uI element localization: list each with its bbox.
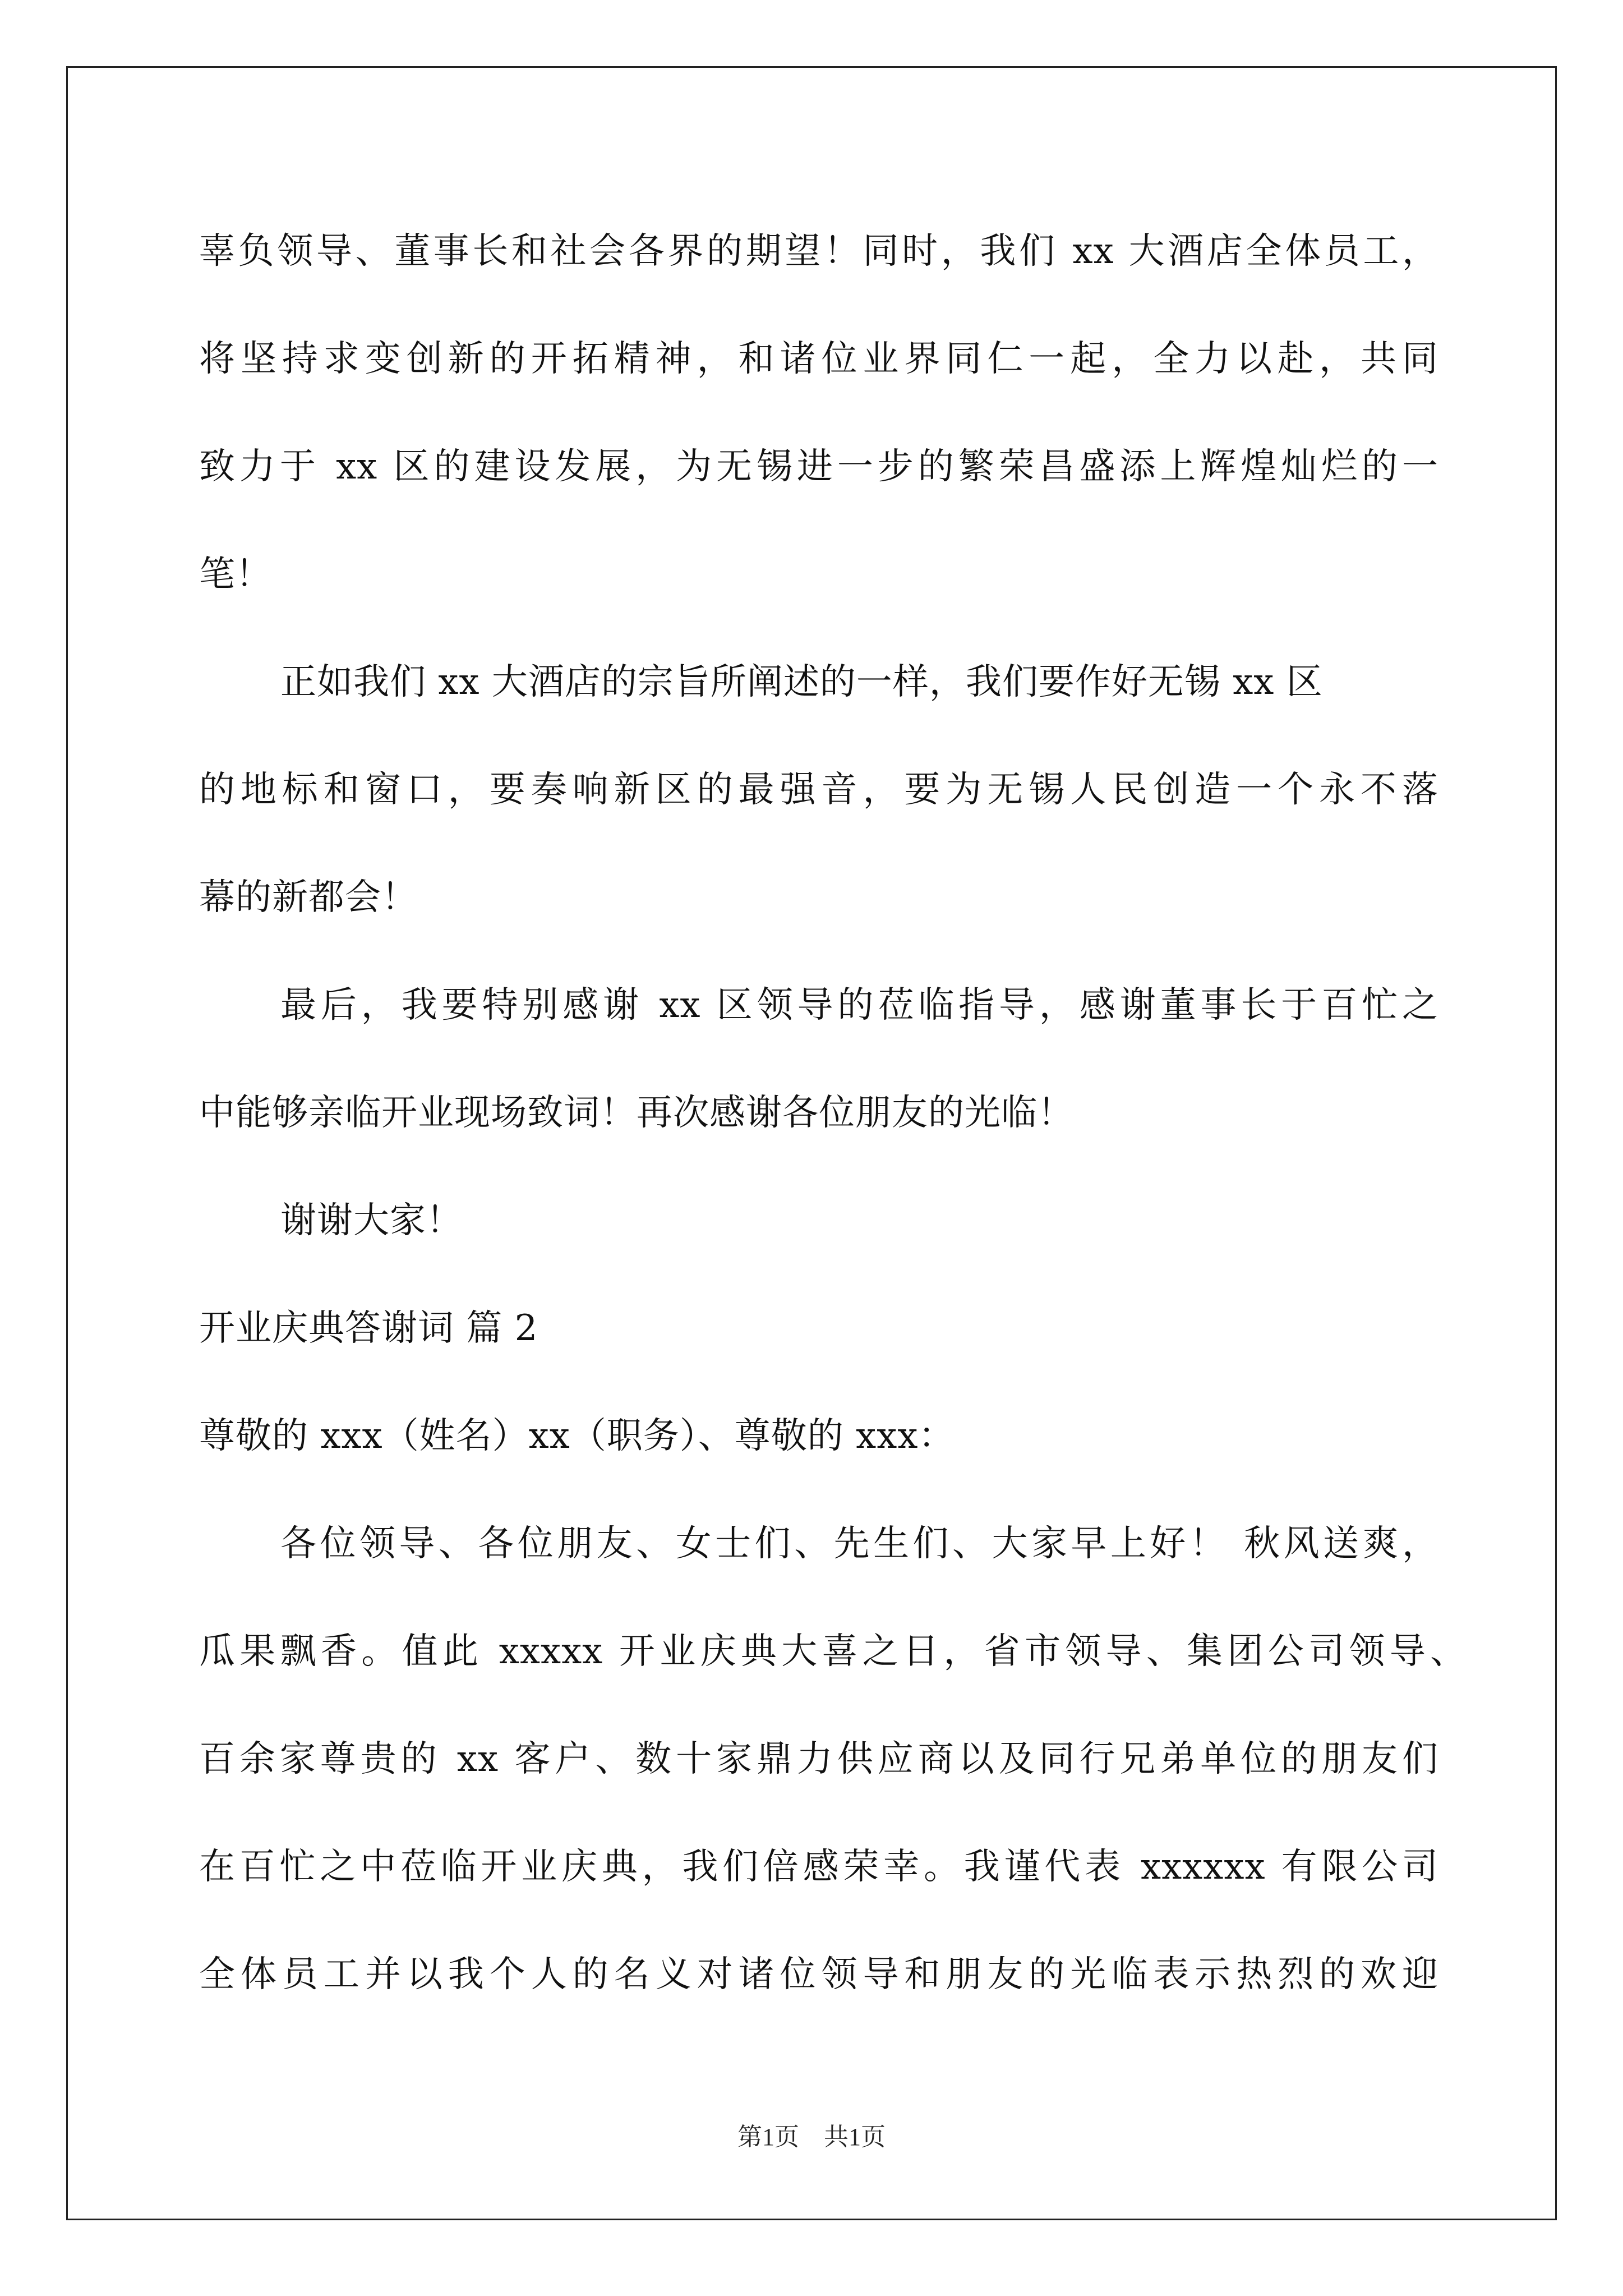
text-line-13: 各位领导、各位朋友、女士们、先生们、大家早上好！ 秋风送爽， [280,1523,1438,1565]
page-border [66,66,1557,2220]
text-line-1: 辜负领导、董事长和社会各界的期望！同时，我们 xx 大酒店全体员工， [199,231,1438,272]
text-line-8: 最后，我要特别感谢 xx 区领导的莅临指导，感谢董事长于百忙之 [280,984,1438,1026]
text-line-2: 将坚持求变创新的开拓精神，和诸位业界同仁一起，全力以赴，共同 [199,338,1438,380]
text-line-9: 中能够亲临开业现场致词！再次感谢各位朋友的光临！ [199,1092,1074,1134]
text-line-4: 笔！ [199,554,272,595]
page-number-footer: 第1页 共1页 [737,2123,886,2151]
text-line-6: 的地标和窗口，要奏响新区的最强音，要为无锡人民创造一个永不落 [199,769,1438,811]
section-heading: 开业庆典答谢词 篇 2 [199,1308,538,1349]
text-line-15: 百余家尊贵的 xx 客户、数十家鼎力供应商以及同行兄弟单位的朋友们 [199,1738,1438,1780]
text-line-5: 正如我们 xx 大酒店的宗旨所阐述的一样，我们要作好无锡 xx 区 [280,661,1323,703]
text-line-7: 幕的新都会！ [199,877,418,918]
text-line-17: 全体员工并以我个人的名义对诸位领导和朋友的光临表示热烈的欢迎 [199,1954,1438,1995]
text-line-3: 致力于 xx 区的建设发展，为无锡进一步的繁荣昌盛添上辉煌灿烂的一 [199,446,1438,487]
text-line-10: 谢谢大家！ [280,1200,463,1241]
salutation-line: 尊敬的 xxx（姓名）xx（职务）、尊敬的 xxx： [199,1415,955,1457]
text-line-16: 在百忙之中莅临开业庆典，我们倍感荣幸。我谨代表 xxxxxx 有限公司 [199,1846,1438,1888]
text-line-14: 瓜果飘香。值此 xxxxx 开业庆典大喜之日，省市领导、集团公司领导、 [199,1631,1467,1672]
